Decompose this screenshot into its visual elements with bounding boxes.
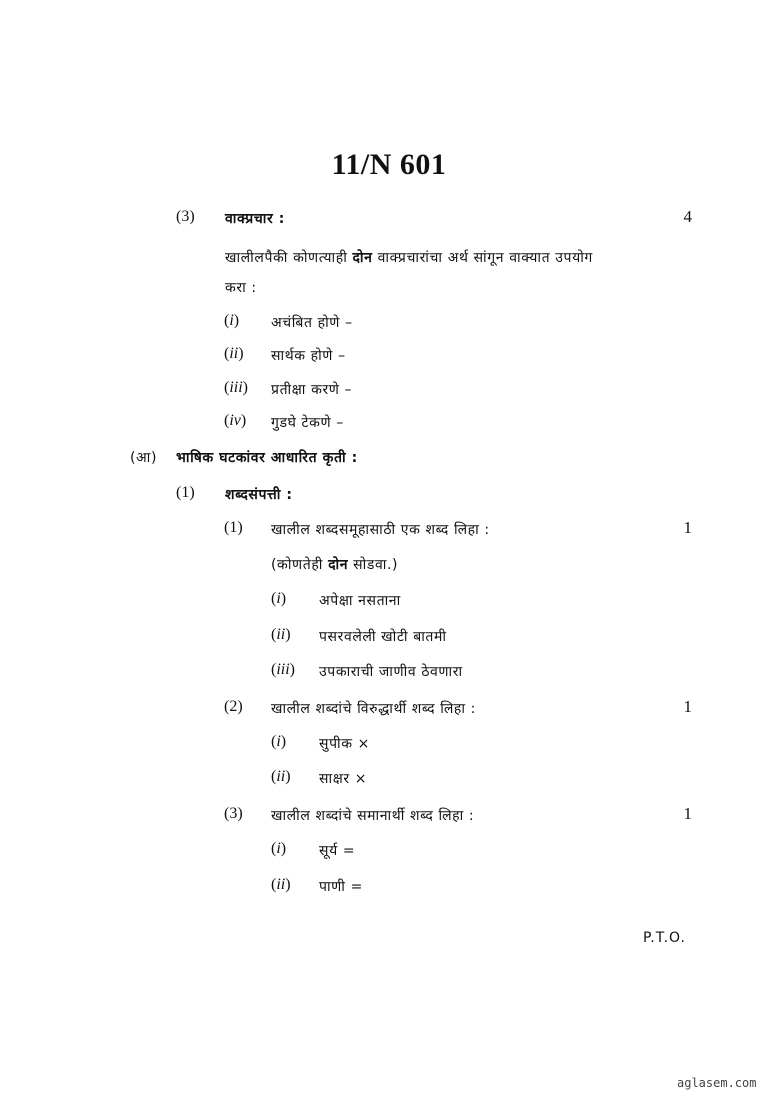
list-item: सार्थक होणे – bbox=[271, 348, 346, 364]
list-item: गुडघे टेकणे – bbox=[271, 415, 344, 431]
item-number: (ii) bbox=[224, 345, 244, 362]
marks: 1 bbox=[683, 518, 692, 537]
marks: 1 bbox=[683, 697, 692, 716]
item-number: (i) bbox=[271, 733, 287, 750]
item-number: (ii) bbox=[271, 876, 291, 893]
question-number: (1) bbox=[176, 484, 195, 501]
item-number: (iii) bbox=[224, 379, 248, 396]
item-number: (i) bbox=[271, 840, 287, 857]
list-item: सुपीक × bbox=[319, 736, 370, 752]
sub-question-number: (2) bbox=[224, 698, 243, 715]
item-number: (ii) bbox=[271, 626, 291, 643]
section-label: (आ) bbox=[130, 450, 158, 466]
question-heading: शब्दसंपत्ती : bbox=[225, 487, 293, 503]
watermark-text: aglasem.com bbox=[677, 1076, 757, 1090]
question-number: (3) bbox=[176, 208, 195, 225]
instruction-text bbox=[225, 248, 593, 267]
item-number: (i) bbox=[224, 312, 240, 329]
sub-question-text: खालील शब्दसमूहासाठी एक शब्द लिहा : bbox=[271, 522, 490, 538]
instruction-post: वाक्प्रचारांचा अर्थ सांगून वाक्यात उपयोग bbox=[377, 250, 593, 266]
note-pre: (कोणतेही bbox=[271, 557, 324, 573]
list-item: साक्षर × bbox=[319, 771, 368, 787]
item-number: (iii) bbox=[271, 661, 295, 678]
instruction-line2: करा : bbox=[225, 280, 257, 296]
list-item: अपेक्षा नसताना bbox=[319, 593, 401, 609]
marks: 4 bbox=[683, 207, 692, 226]
item-number: (ii) bbox=[271, 768, 291, 785]
sub-question-text: खालील शब्दांचे विरुद्धार्थी शब्द लिहा : bbox=[271, 701, 476, 717]
question-heading: वाक्प्रचार : bbox=[225, 211, 285, 227]
section-heading: भाषिक घटकांवर आधारित कृती : bbox=[176, 450, 358, 466]
marks: 1 bbox=[683, 804, 692, 823]
item-number: (i) bbox=[271, 590, 287, 607]
instruction-bold: दोन bbox=[352, 250, 373, 266]
sub-question-number: (3) bbox=[224, 805, 243, 822]
sub-question-number: (1) bbox=[224, 519, 243, 536]
item-number: (iv) bbox=[224, 412, 247, 429]
instruction-pre: खालीलपैकी कोणत्याही bbox=[225, 250, 348, 266]
sub-question-note bbox=[271, 555, 398, 574]
list-item: पाणी = bbox=[319, 879, 363, 895]
sub-question-text: खालील शब्दांचे समानार्थी शब्द लिहा : bbox=[271, 808, 475, 824]
list-item: अचंबित होणे – bbox=[271, 315, 353, 331]
note-post: सोडवा.) bbox=[353, 557, 399, 573]
paper-code-title: 11/N 601 bbox=[331, 148, 447, 181]
list-item: प्रतीक्षा करणे – bbox=[271, 382, 353, 398]
note-bold: दोन bbox=[328, 557, 349, 573]
pto-label: P.T.O. bbox=[643, 930, 686, 946]
list-item: सूर्य = bbox=[319, 843, 356, 859]
list-item: उपकाराची जाणीव ठेवणारा bbox=[319, 664, 463, 680]
list-item: पसरवलेली खोटी बातमी bbox=[319, 629, 447, 645]
